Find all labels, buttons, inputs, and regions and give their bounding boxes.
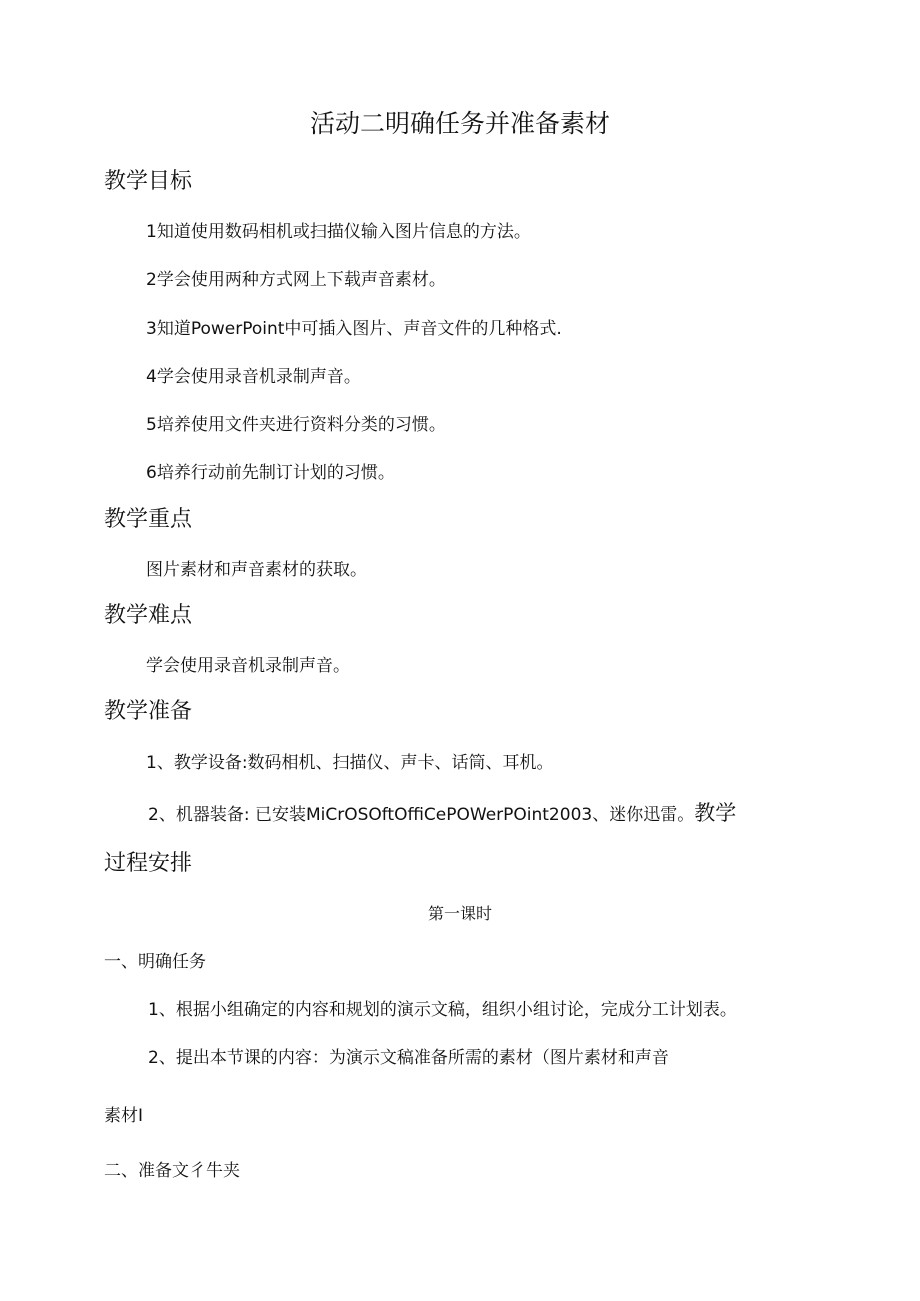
preparation-item-text: 2、机器装备: 已安装MiCrOSOftOffiCePOWerPOint2003、迷你迅雷。 xyxy=(148,805,695,825)
preparation-heading: 教学准备 xyxy=(104,699,193,724)
objective-item: 5培养使用文件夹进行资料分类的习惯。 xyxy=(146,415,446,435)
objective-item: 3知道PowerPoint中可插入图片、声音文件的几种格式. xyxy=(146,319,562,339)
preparation-item xyxy=(148,797,736,827)
section-heading: 一、明确任务 xyxy=(104,952,206,972)
key-points-heading: 教学重点 xyxy=(104,507,193,532)
step-item: 1、根据小组确定的内容和规划的演示文稿，组织小组讨论，完成分工计划表。 xyxy=(148,1000,737,1020)
page-title: 活动二明确任务并准备素材 xyxy=(309,109,610,138)
key-points-text: 图片素材和声音素材的获取。 xyxy=(146,560,367,580)
difficulties-heading: 教学难点 xyxy=(104,603,193,628)
lesson-label: 第一课时 xyxy=(427,904,492,923)
objective-item: 1知道使用数码相机或扫描仪输入图片信息的方法。 xyxy=(146,222,531,242)
process-heading-start: 教学 xyxy=(694,801,737,825)
objective-item: 4学会使用录音机录制声音。 xyxy=(146,367,361,387)
objective-item: 2学会使用两种方式网上下载声音素材。 xyxy=(146,270,446,290)
objective-item: 6培养行动前先制订计划的习惯。 xyxy=(146,463,395,483)
preparation-item: 1、教学设备:数码相机、扫描仪、声卡、话筒、耳机。 xyxy=(146,753,554,773)
step-item-continued: 素材I xyxy=(104,1106,144,1126)
difficulties-text: 学会使用录音机录制声音。 xyxy=(146,656,350,676)
step-item: 2、提出本节课的内容：为演示文稿准备所需的素材（图片素材和声音 xyxy=(148,1048,669,1068)
process-heading: 过程安排 xyxy=(104,851,193,876)
section-heading: 二、准备文彳牛夹 xyxy=(104,1161,240,1181)
objectives-heading: 教学目标 xyxy=(104,169,193,194)
